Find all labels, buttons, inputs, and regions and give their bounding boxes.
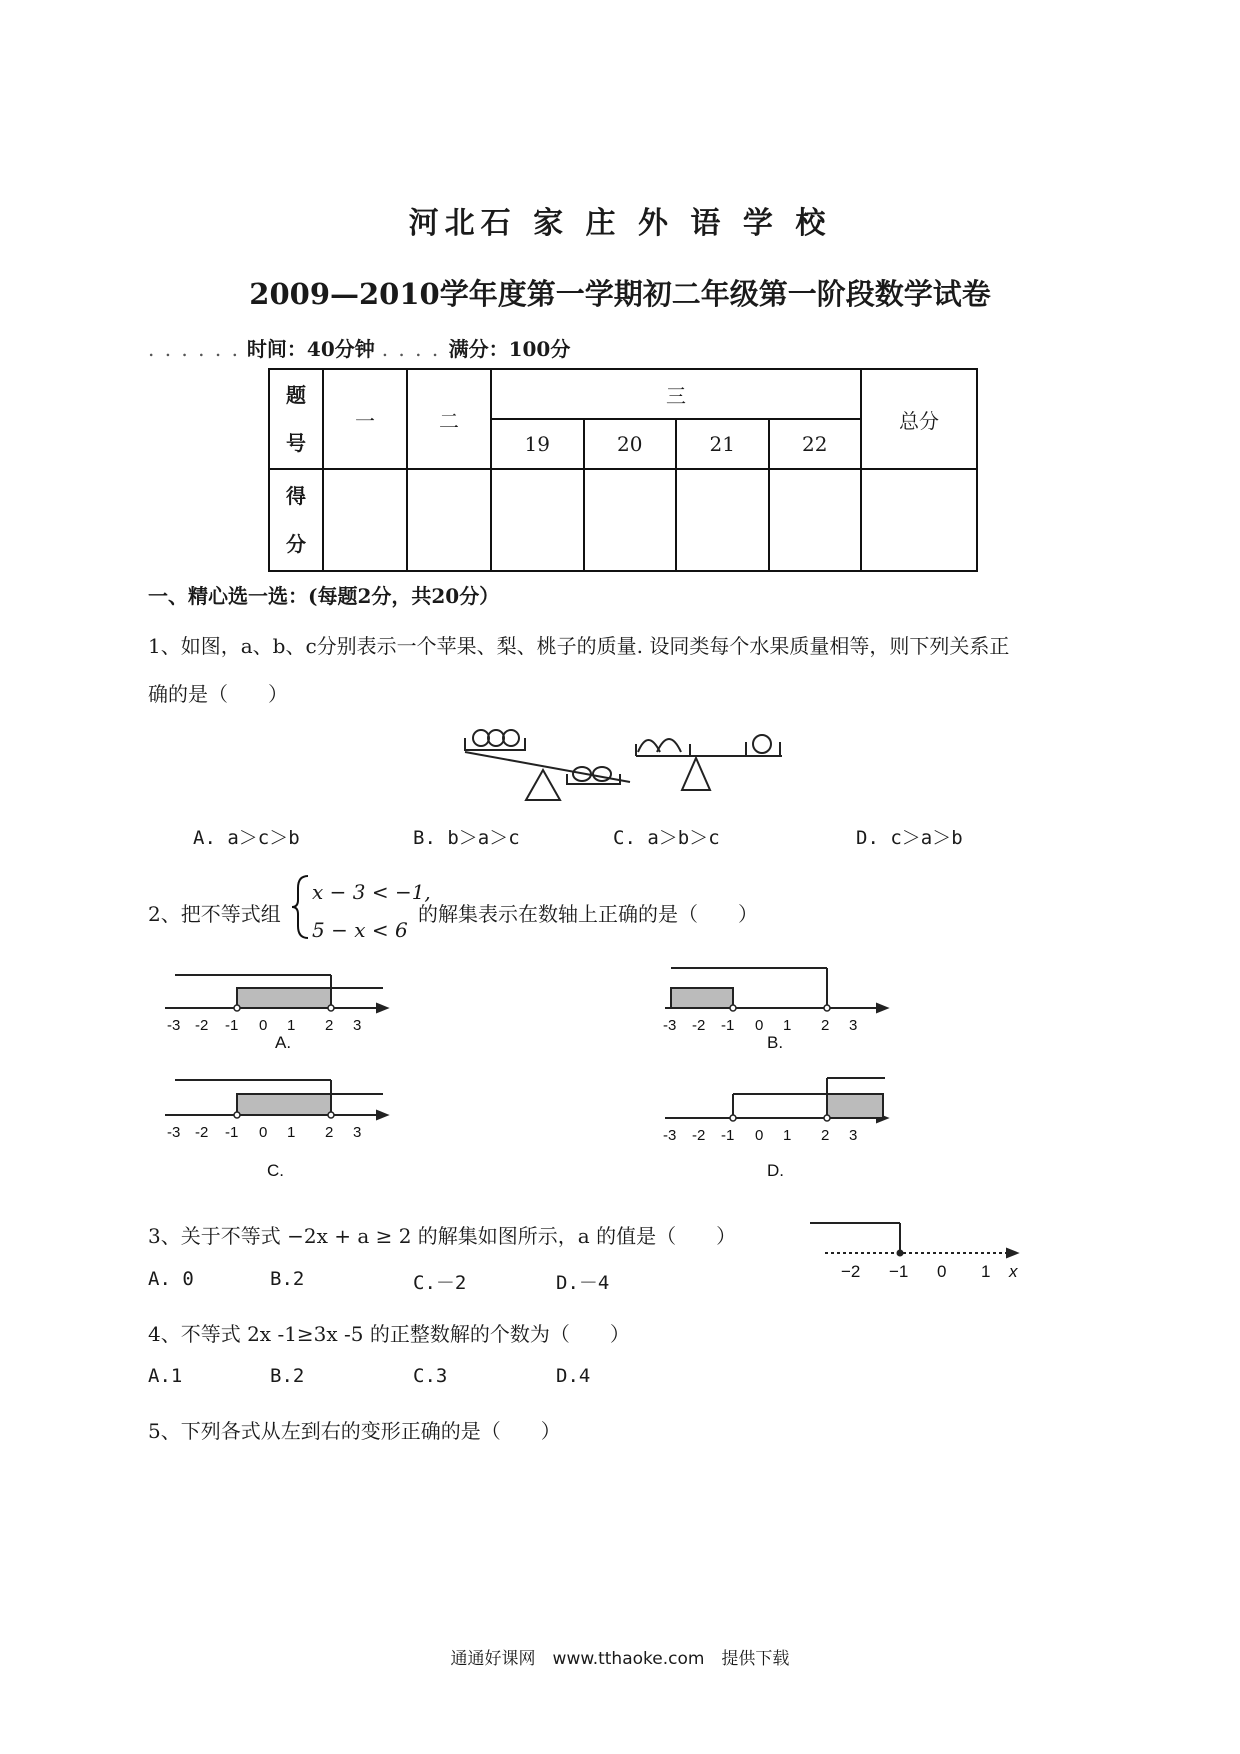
svg-text:0: 0 xyxy=(755,1127,764,1144)
tick-label: −1 xyxy=(889,1262,909,1281)
svg-text:2: 2 xyxy=(325,1124,334,1141)
svg-text:-1: -1 xyxy=(225,1017,239,1034)
leader-dots: . . . . . . xyxy=(148,337,240,361)
right-seesaw xyxy=(636,735,782,790)
svg-text:3: 3 xyxy=(849,1017,858,1034)
number-line-b xyxy=(655,955,895,1050)
q4-option-d[interactable]: D.4 xyxy=(556,1365,591,1387)
exam-meta xyxy=(148,333,570,362)
svg-text:-3: -3 xyxy=(167,1124,181,1141)
col-header-total: 总分 xyxy=(861,369,977,469)
q3-option-b[interactable]: B.2 xyxy=(270,1268,305,1290)
svg-text:1: 1 xyxy=(287,1124,296,1141)
score-cell[interactable] xyxy=(407,469,491,571)
q4-option-a[interactable]: A.1 xyxy=(148,1365,183,1387)
tick-label: 0 xyxy=(937,1262,947,1281)
svg-text:-3: -3 xyxy=(663,1127,677,1144)
q3-option-d[interactable]: D.－4 xyxy=(556,1272,610,1294)
sub-header-19: 19 xyxy=(491,419,584,469)
score-label: 满分：100分 xyxy=(448,337,571,361)
section-heading: 一、精心选一选：(每题2分，共20分） xyxy=(148,584,500,608)
score-cell[interactable] xyxy=(323,469,407,571)
score-cell[interactable] xyxy=(676,469,769,571)
q3-number-line xyxy=(805,1215,1030,1290)
option-label-b: B. xyxy=(767,1033,784,1050)
footer-source: 通通好课网 www.tthaoke.com 提供下载 xyxy=(450,1649,790,1669)
q1-text: 1、如图，a、b、c分别表示一个苹果、梨、桃子的质量. 设同类每个水果质量相等，则下列关系正 xyxy=(148,634,1010,658)
system-brace xyxy=(290,872,312,942)
axis-variable: x xyxy=(1009,1262,1018,1281)
q1-option-b[interactable]: B. b＞a＞c xyxy=(413,827,520,849)
time-label: 时间：40分钟 xyxy=(246,337,375,361)
svg-text:-3: -3 xyxy=(663,1017,677,1034)
q3-option-c[interactable]: C.－2 xyxy=(413,1272,467,1294)
sub-header-20: 20 xyxy=(584,419,677,469)
svg-text:-3: -3 xyxy=(167,1017,181,1034)
svg-text:1: 1 xyxy=(287,1017,296,1034)
exam-title: 2009—2010学年度第一学期初二年级第一阶段数学试卷 xyxy=(249,277,991,311)
tick-label: 1 xyxy=(981,1262,991,1281)
number-line-d xyxy=(655,1060,895,1180)
col-header-2: 二 xyxy=(407,369,491,469)
svg-text:-1: -1 xyxy=(225,1124,239,1141)
q2-prefix: 2、把不等式组 xyxy=(148,902,281,926)
q5-text: 5、下列各式从左到右的变形正确的是（ ） xyxy=(148,1419,561,1443)
q2-suffix: 的解集表示在数轴上正确的是（ ） xyxy=(418,902,758,926)
q2-inequality-2: 5 − x < 6 xyxy=(312,918,408,942)
number-line-c xyxy=(155,1060,395,1180)
q1-option-c[interactable]: C. a＞b＞c xyxy=(613,827,720,849)
svg-text:-2: -2 xyxy=(195,1017,209,1034)
q1-text-2: 确的是（ ） xyxy=(148,682,288,706)
option-label-d: D. xyxy=(767,1161,784,1180)
svg-text:-1: -1 xyxy=(721,1017,735,1034)
q3-text: 3、关于不等式 −2x + a ≥ 2 的解集如图所示，a 的值是（ ） xyxy=(148,1224,737,1248)
score-cell[interactable] xyxy=(584,469,677,571)
number-line-a xyxy=(155,960,395,1050)
svg-text:0: 0 xyxy=(259,1124,268,1141)
svg-text:1: 1 xyxy=(783,1127,792,1144)
score-cell[interactable] xyxy=(769,469,862,571)
q2-inequality-1: x − 3 < −1, xyxy=(312,880,431,904)
row-label-score: 得 分 xyxy=(269,469,323,571)
option-label-c: C. xyxy=(267,1161,284,1180)
svg-text:2: 2 xyxy=(325,1017,334,1034)
svg-text:0: 0 xyxy=(259,1017,268,1034)
col-header-3: 三 xyxy=(491,369,861,419)
svg-text:1: 1 xyxy=(783,1017,792,1034)
col-header-1: 一 xyxy=(323,369,407,469)
q1-option-a[interactable]: A. a＞c＞b xyxy=(193,827,300,849)
school-name: 河北石 家 庄 外 语 学 校 xyxy=(408,206,832,241)
svg-text:2: 2 xyxy=(821,1127,830,1144)
q4-text: 4、不等式 2x -1≥3x -5 的正整数解的个数为（ ） xyxy=(148,1322,630,1346)
svg-text:3: 3 xyxy=(353,1124,362,1141)
svg-text:-2: -2 xyxy=(195,1124,209,1141)
svg-text:-2: -2 xyxy=(692,1017,706,1034)
score-cell[interactable] xyxy=(861,469,977,571)
left-seesaw xyxy=(465,730,630,800)
row-label-question-number: 题 号 xyxy=(269,369,323,469)
q4-option-c[interactable]: C.3 xyxy=(413,1365,448,1387)
q4-option-b[interactable]: B.2 xyxy=(270,1365,305,1387)
q3-option-a[interactable]: A. 0 xyxy=(148,1268,194,1290)
sub-header-22: 22 xyxy=(769,419,862,469)
tick-label: −2 xyxy=(841,1262,861,1281)
balance-scale-figure xyxy=(450,722,800,812)
q1-option-d[interactable]: D. c＞a＞b xyxy=(856,827,963,849)
svg-text:2: 2 xyxy=(821,1017,830,1034)
leader-dots: . . . . xyxy=(381,337,449,361)
score-table xyxy=(268,368,978,572)
score-cell[interactable] xyxy=(491,469,584,571)
svg-text:0: 0 xyxy=(755,1017,764,1034)
svg-text:-1: -1 xyxy=(721,1127,735,1144)
svg-text:3: 3 xyxy=(353,1017,362,1034)
sub-header-21: 21 xyxy=(676,419,769,469)
svg-text:-2: -2 xyxy=(692,1127,706,1144)
option-label-a: A. xyxy=(275,1033,292,1050)
svg-text:3: 3 xyxy=(849,1127,858,1144)
